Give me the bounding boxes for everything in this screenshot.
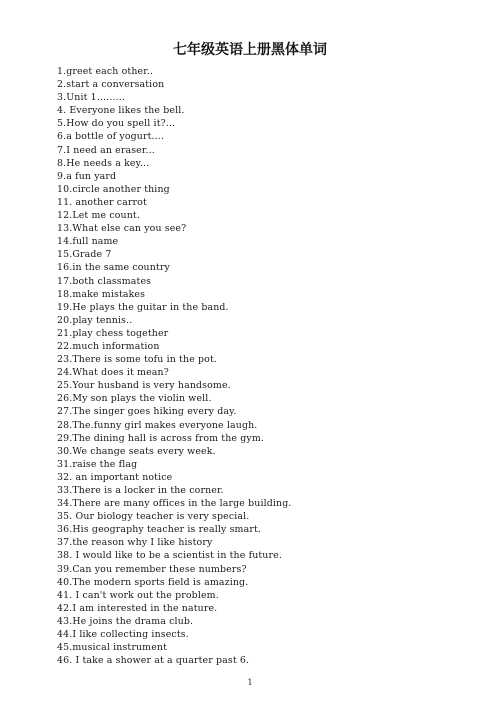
list-item: 25.Your husband is very handsome. bbox=[57, 380, 231, 392]
list-item: 4. Everyone likes the bell. bbox=[57, 105, 185, 117]
list-item: 36.His geography teacher is really smart. bbox=[57, 524, 262, 536]
list-item: 24.What does it mean? bbox=[57, 367, 169, 379]
list-item: 10.circle another thing bbox=[57, 183, 170, 195]
list-item: 3.Unit 1......... bbox=[57, 92, 125, 104]
list-item: 30.We change seats every week. bbox=[57, 445, 216, 457]
list-item: 41. I can't work out the problem. bbox=[57, 589, 219, 601]
page-title: 七年级英语上册黑体单词 bbox=[173, 42, 327, 58]
list-item: 13.What else can you see? bbox=[57, 223, 187, 235]
phrase-list bbox=[57, 65, 292, 667]
list-item: 15.Grade 7 bbox=[57, 249, 112, 261]
list-item: 28.The.funny girl makes everyone laugh. bbox=[57, 419, 258, 431]
list-item: 26.My son plays the violin well. bbox=[57, 393, 212, 405]
list-item: 37.the reason why I like history bbox=[57, 537, 213, 549]
list-item: 18.make mistakes bbox=[57, 288, 146, 300]
list-item: 32. an important notice bbox=[57, 471, 173, 483]
list-item: 9.a fun yard bbox=[57, 170, 117, 182]
list-item: 38. I would like to be a scientist in the future. bbox=[57, 550, 282, 562]
list-item: 29.The dining hall is across from the gym. bbox=[57, 432, 265, 444]
list-item: 42.I am interested in the nature. bbox=[57, 602, 218, 614]
list-item: 12.Let me count. bbox=[57, 210, 140, 222]
list-item: 45.musical instrument bbox=[57, 642, 167, 654]
list-item: 34.There are many offices in the large building. bbox=[57, 498, 292, 510]
list-item: 39.Can you remember these numbers? bbox=[57, 563, 247, 575]
list-item: 46. I take a shower at a quarter past 6. bbox=[57, 655, 250, 667]
list-item: 17.both classmates bbox=[57, 275, 152, 287]
list-item: 23.There is some tofu in the pot. bbox=[57, 354, 218, 366]
list-item: 1.greet each other.. bbox=[57, 66, 154, 77]
list-item: 22.much information bbox=[57, 340, 160, 352]
list-item: 7.I need an eraser... bbox=[57, 144, 155, 156]
list-item: 19.He plays the guitar in the band. bbox=[57, 301, 229, 313]
list-item: 11. another carrot bbox=[57, 196, 147, 208]
page-number: 1 bbox=[247, 678, 253, 687]
list-item: 33.There is a locker in the corner. bbox=[57, 485, 224, 496]
list-item: 35. Our biology teacher is very special. bbox=[57, 511, 250, 523]
list-item: 2.start a conversation bbox=[57, 79, 165, 91]
list-item: 27.The singer goes hiking every day. bbox=[57, 406, 237, 418]
list-item: 5.How do you spell it?... bbox=[57, 118, 176, 130]
list-item: 14.full name bbox=[57, 236, 119, 248]
list-item: 40.The modern sports field is amazing. bbox=[57, 576, 249, 588]
list-item: 44.I like collecting insects. bbox=[57, 629, 189, 641]
list-item: 31.raise the flag bbox=[57, 458, 138, 470]
list-item: 16.in the same country bbox=[57, 262, 170, 274]
list-item: 6.a bottle of yogurt.... bbox=[57, 131, 165, 143]
list-item: 43.He joins the drama club. bbox=[57, 615, 194, 627]
list-item: 8.He needs a key... bbox=[57, 157, 150, 169]
list-item: 20.play tennis.. bbox=[57, 314, 133, 326]
list-item: 21.play chess together bbox=[57, 327, 169, 339]
